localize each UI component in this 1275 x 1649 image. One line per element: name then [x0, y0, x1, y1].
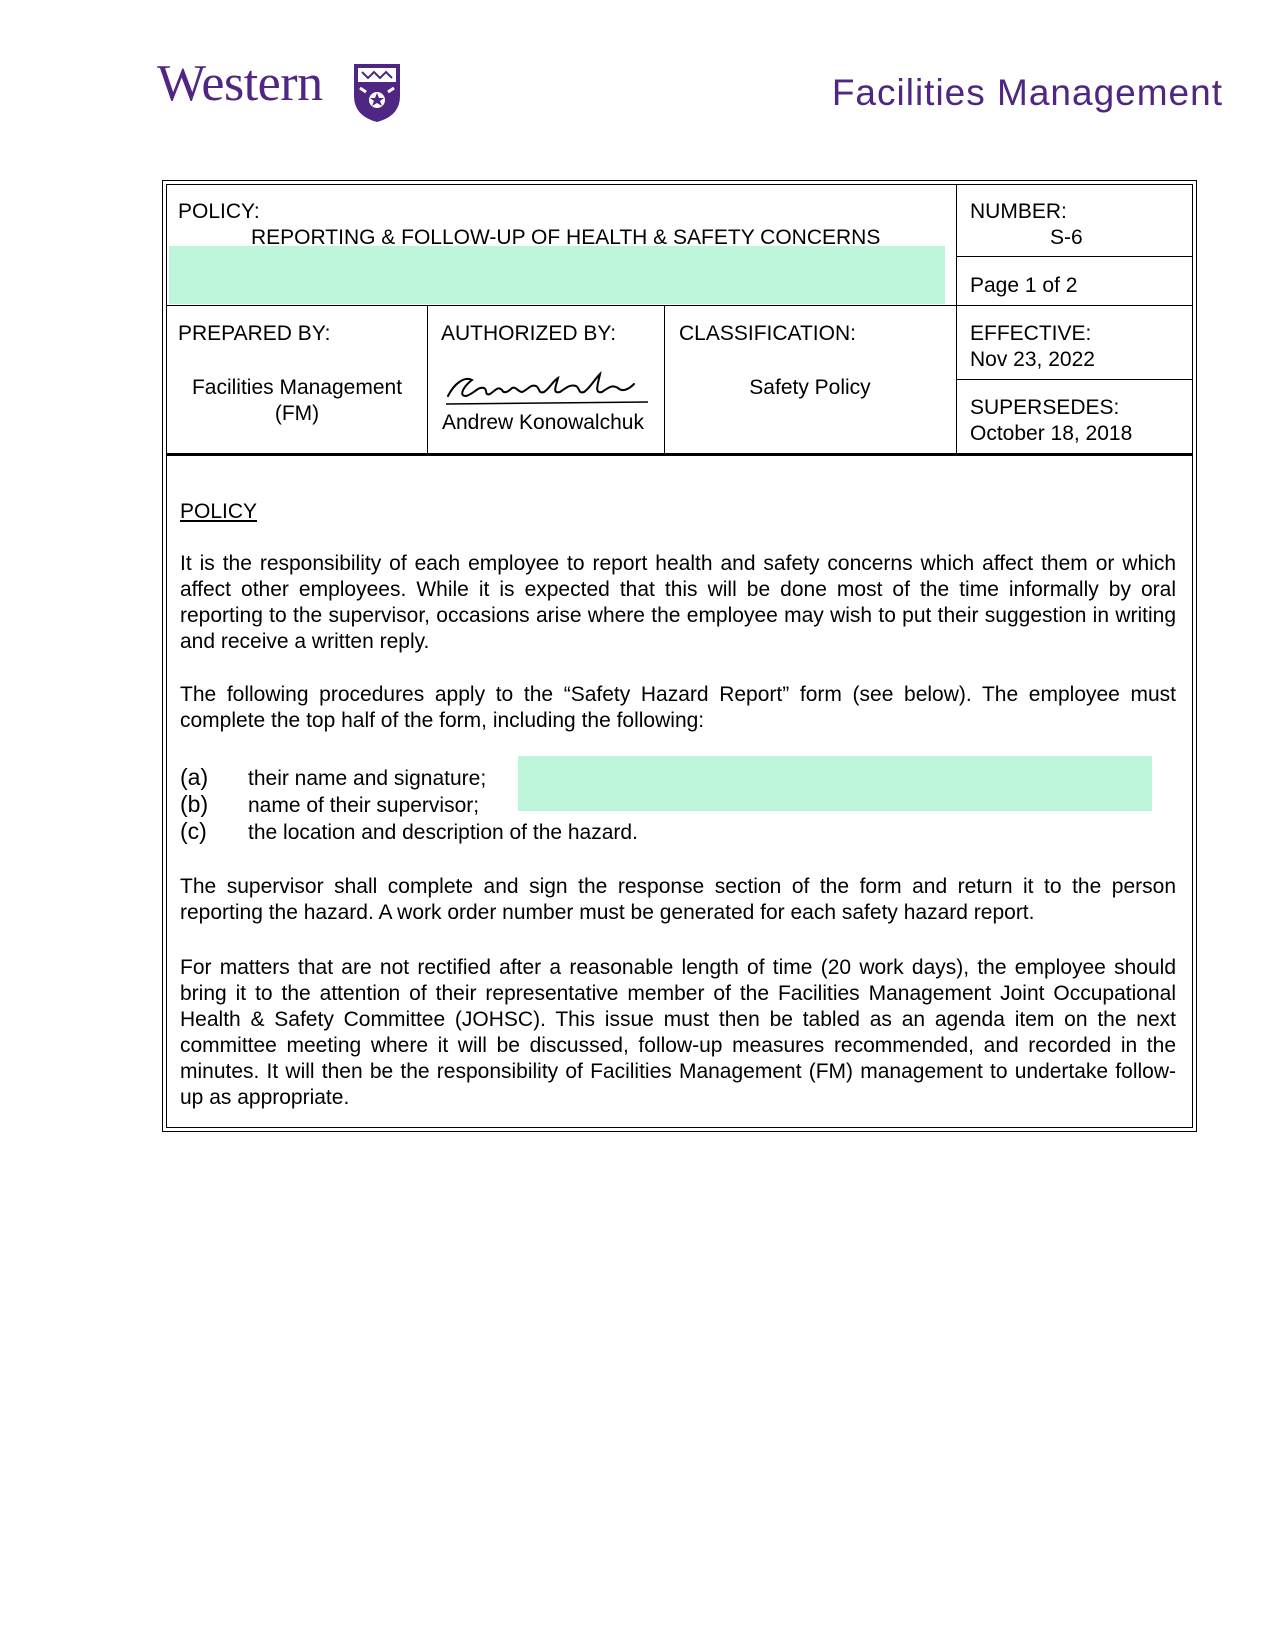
- list-text: the location and description of the hazard.: [248, 821, 638, 844]
- divider-prepared: [427, 305, 428, 456]
- paragraph-4: [180, 955, 1176, 1111]
- list-marker: (c): [180, 818, 207, 844]
- page-info: Page 1 of 2: [970, 274, 1078, 297]
- paragraph-4-text: For matters that are not rectified after a reasonable length of time (20 work days), the employee should bring it to the attention of their representative member of the Facilities Management Joint Occupational Health & Safety Committee (JOHSC). This issue must then be tabled as an agenda item on the next committee meeting where it will be discussed, follow-up measures recommended, and recorded in the minutes. It will then be the responsibility of Facilities Management (FM) management to undertake follow-up as appropriate.: [180, 956, 1176, 1109]
- list-item: [180, 764, 486, 792]
- university-crest-icon: [352, 62, 402, 124]
- paragraph-2: [180, 682, 1176, 734]
- effective-value: Nov 23, 2022: [970, 348, 1095, 371]
- authorized-name: Andrew Konowalchuk: [442, 411, 644, 434]
- section-title: POLICY: [180, 500, 258, 523]
- paragraph-1: [180, 551, 1176, 655]
- prepared-line2: (FM): [274, 402, 320, 425]
- supersedes-value: October 18, 2018: [970, 422, 1133, 445]
- policy-label: POLICY:: [178, 200, 260, 223]
- divider-number-column: [956, 184, 957, 456]
- divider-header-row: [166, 305, 1193, 306]
- department-name: Facilities Management: [831, 72, 1223, 113]
- signature-image: [444, 366, 650, 408]
- policy-title: REPORTING & FOLLOW-UP OF HEALTH & SAFETY CONCERNS: [251, 226, 881, 249]
- list-text: name of their supervisor;: [248, 794, 480, 817]
- number-value: S-6: [1050, 226, 1083, 249]
- divider-number-page: [956, 256, 1193, 257]
- authorized-label: AUTHORIZED BY:: [441, 322, 617, 345]
- list-marker: (a): [180, 764, 209, 790]
- paragraph-2-text: The following procedures apply to the “Safety Hazard Report” form (see below). The employee must complete the top half of the form, including the following:: [180, 683, 1176, 732]
- number-label: NUMBER:: [970, 200, 1067, 223]
- paragraph-3: [180, 874, 1176, 926]
- classification-label: CLASSIFICATION:: [679, 322, 856, 345]
- western-logo-text: Western: [157, 55, 323, 112]
- paragraph-1-text: It is the responsibility of each employee to report health and safety concerns which affect them or which affect other employees. While it is expected that this will be done most of the time informally by oral reporting to the supervisor, occasions arise where the employee may wish to put their suggestion in writing and receive a written reply.: [180, 552, 1176, 653]
- list-item: [180, 791, 479, 819]
- prepared-line1: Facilities Management: [191, 376, 403, 399]
- prepared-label: PREPARED BY:: [178, 322, 331, 345]
- divider-effective-supersedes: [956, 379, 1193, 380]
- supersedes-label: SUPERSEDES:: [970, 396, 1120, 419]
- paragraph-3-text: The supervisor shall complete and sign the response section of the form and return it to the person reporting the hazard. A work order number must be generated for each safety hazard report.: [180, 875, 1176, 924]
- divider-authorized: [664, 305, 665, 456]
- list-marker: (b): [180, 791, 209, 817]
- list-text: their name and signature;: [248, 767, 487, 790]
- list-item: [180, 818, 638, 846]
- classification-value: Safety Policy: [749, 376, 871, 399]
- divider-table-bottom: [166, 453, 1193, 456]
- effective-label: EFFECTIVE:: [970, 322, 1092, 345]
